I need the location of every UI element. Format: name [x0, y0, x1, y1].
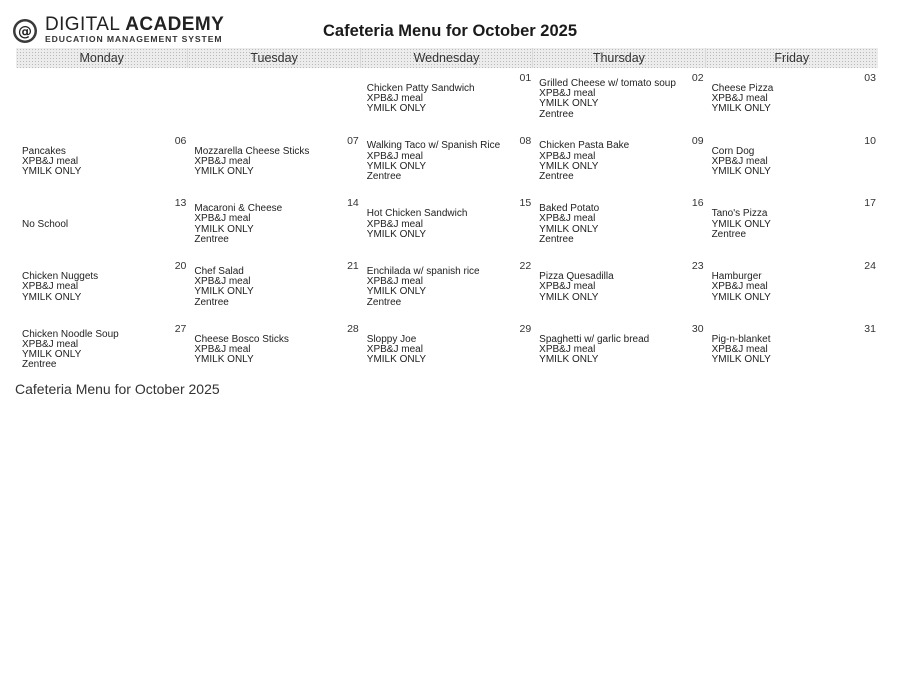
menu-item: XPB&J meal — [366, 343, 423, 355]
date-number: 06 — [174, 134, 187, 147]
menu-item: YMILK ONLY — [366, 354, 427, 366]
menu-item: XPB&J meal — [366, 150, 423, 162]
day-cell-30 — [533, 319, 705, 382]
menu-items — [539, 193, 681, 256]
menu-item: Cheese Pizza — [711, 82, 774, 94]
menu-item: YMILK ONLY — [711, 291, 771, 303]
day-cell-02 — [533, 68, 705, 131]
empty-day-cell — [188, 68, 360, 131]
menu-item: XPB&J meal — [194, 276, 251, 288]
menu-item: XPB&J meal — [366, 276, 423, 288]
menu-item: YMILK ONLY — [194, 166, 254, 178]
menu-item: XPB&J meal — [22, 338, 79, 350]
menu-items — [194, 68, 336, 131]
menu-item: Spaghetti w/ garlic bread — [539, 333, 650, 345]
menu-item: Macaroni & Cheese — [194, 203, 283, 215]
day-cell-20 — [16, 256, 188, 319]
menu-item: YMILK ONLY — [711, 103, 771, 115]
date-number: 07 — [347, 134, 359, 147]
date-number: 21 — [347, 260, 359, 273]
menu-item: XPB&J meal — [711, 343, 768, 355]
day-cell-17 — [706, 193, 878, 256]
day-cell-22 — [361, 256, 533, 319]
menu-item: Pancakes — [22, 145, 66, 157]
menu-item: Pig-n-blanket — [711, 333, 771, 345]
day-cell-03 — [706, 68, 878, 131]
date-number: 23 — [691, 260, 704, 273]
menu-item: Tano's Pizza — [711, 208, 768, 220]
menu-item: Zentree — [366, 296, 402, 308]
day-cell-06 — [16, 131, 188, 194]
menu-items — [539, 68, 681, 131]
menu-item: Walking Taco w/ Spanish Rice — [366, 140, 501, 152]
date-number: 31 — [864, 322, 876, 335]
menu-item: Pizza Quesadilla — [539, 270, 614, 282]
logo-tagline: EDUCATION MANAGEMENT SYSTEM — [45, 34, 223, 44]
menu-item: YMILK ONLY — [194, 286, 254, 298]
menu-items — [712, 256, 854, 319]
weekday-header-row — [16, 48, 878, 68]
menu-item: XPB&J meal — [711, 155, 768, 167]
day-cell-29 — [361, 319, 533, 382]
day-cell-14 — [188, 193, 360, 256]
menu-items — [712, 131, 854, 194]
menu-item: YMILK ONLY — [366, 228, 427, 240]
menu-items — [194, 193, 336, 256]
date-number: 24 — [864, 260, 876, 273]
menu-item: No School — [22, 218, 69, 230]
week-row — [16, 193, 878, 256]
day-header-monday: Monday — [16, 48, 188, 68]
menu-item: XPB&J meal — [366, 93, 423, 105]
menu-item: XPB&J meal — [194, 343, 251, 355]
menu-items — [22, 319, 164, 382]
menu-item: YMILK ONLY — [366, 103, 427, 115]
menu-item: Zentree — [194, 234, 229, 246]
menu-item: Chicken Nuggets — [22, 270, 99, 282]
menu-items — [367, 193, 509, 256]
menu-item: YMILK ONLY — [539, 161, 599, 173]
menu-item: Zentree — [539, 171, 574, 183]
menu-item: XPB&J meal — [539, 213, 596, 225]
day-cell-13 — [16, 193, 188, 256]
page-title: Cafeteria Menu for October 2025 — [323, 22, 577, 40]
date-number: 15 — [519, 197, 532, 210]
menu-item: YMILK ONLY — [194, 354, 254, 366]
footer-title: Cafeteria Menu for October 2025 — [15, 381, 220, 397]
menu-items — [22, 68, 164, 131]
menu-item: YMILK ONLY — [539, 223, 599, 235]
menu-item: YMILK ONLY — [711, 354, 771, 366]
day-header-thursday: Thursday — [533, 48, 705, 68]
menu-item: YMILK ONLY — [22, 291, 82, 303]
menu-item: XPB&J meal — [539, 150, 596, 162]
date-number: 17 — [864, 197, 876, 210]
date-number: 29 — [519, 322, 532, 335]
menu-item: Enchilada w/ spanish rice — [366, 265, 480, 277]
menu-item: Zentree — [194, 296, 229, 308]
date-number: 13 — [174, 197, 187, 210]
date-number: 28 — [347, 322, 359, 335]
menu-item: Chicken Patty Sandwich — [366, 82, 475, 94]
date-number: 02 — [691, 72, 704, 84]
menu-item: Zentree — [711, 228, 747, 240]
menu-calendar-grid — [16, 68, 878, 381]
day-header-tuesday: Tuesday — [188, 48, 360, 68]
menu-item: XPB&J meal — [194, 155, 251, 167]
menu-item: XPB&J meal — [366, 218, 423, 230]
menu-item: Sloppy Joe — [366, 333, 417, 345]
menu-item: Hot Chicken Sandwich — [366, 208, 468, 220]
menu-items — [539, 256, 681, 319]
day-cell-31 — [706, 319, 878, 382]
menu-item: YMILK ONLY — [22, 349, 82, 361]
menu-items — [367, 68, 509, 131]
menu-item: Zentree — [539, 108, 574, 120]
menu-items — [712, 319, 854, 382]
week-row — [16, 256, 878, 319]
menu-item: Chef Salad — [194, 265, 244, 277]
menu-items — [22, 193, 164, 256]
date-number: 10 — [864, 134, 876, 147]
svg-text:@: @ — [18, 24, 32, 40]
menu-item: YMILK ONLY — [194, 223, 254, 235]
day-header-friday: Friday — [706, 48, 878, 68]
menu-item: YMILK ONLY — [711, 218, 771, 230]
day-cell-08 — [361, 131, 533, 194]
menu-item: Grilled Cheese w/ tomato soup — [539, 77, 676, 89]
date-number: 03 — [864, 72, 876, 84]
menu-item: Corn Dog — [711, 145, 755, 157]
day-cell-28 — [188, 319, 360, 382]
logo-wordmark — [45, 16, 224, 34]
date-number: 14 — [347, 197, 359, 210]
menu-items — [367, 131, 509, 194]
logo-text — [45, 16, 224, 45]
menu-items — [194, 256, 336, 319]
menu-item: XPB&J meal — [711, 281, 768, 293]
day-cell-16 — [533, 193, 705, 256]
logo-word-academy: ACADEMY — [125, 14, 225, 35]
menu-item: Hamburger — [711, 270, 762, 282]
day-cell-21 — [188, 256, 360, 319]
menu-items — [194, 319, 336, 382]
menu-item: YMILK ONLY — [366, 161, 427, 173]
week-row — [16, 131, 878, 194]
day-cell-23 — [533, 256, 705, 319]
menu-items — [22, 131, 164, 194]
menu-item: XPB&J meal — [539, 281, 596, 293]
empty-day-cell — [16, 68, 188, 131]
menu-items — [712, 193, 854, 256]
menu-item: XPB&J meal — [22, 155, 79, 167]
week-row — [16, 68, 878, 131]
date-number: 30 — [691, 322, 704, 335]
menu-item: YMILK ONLY — [711, 166, 771, 178]
day-cell-07 — [188, 131, 360, 194]
menu-item: XPB&J meal — [22, 281, 79, 293]
menu-item: Chicken Noodle Soup — [22, 328, 119, 340]
day-cell-15 — [361, 193, 533, 256]
brand-logo — [12, 16, 252, 46]
day-cell-01 — [361, 68, 533, 131]
day-cell-27 — [16, 319, 188, 382]
menu-item: XPB&J meal — [711, 93, 768, 105]
date-number: 08 — [519, 134, 532, 147]
menu-items — [539, 131, 681, 194]
menu-items — [194, 131, 336, 194]
menu-item: YMILK ONLY — [366, 286, 427, 298]
menu-item: Zentree — [366, 171, 402, 183]
menu-item: Mozzarella Cheese Sticks — [194, 145, 310, 157]
menu-items — [712, 68, 854, 131]
menu-item: YMILK ONLY — [539, 291, 599, 303]
menu-item: Baked Potato — [539, 203, 600, 215]
menu-item: YMILK ONLY — [539, 98, 599, 110]
logo-word-digital: DIGITAL — [45, 14, 120, 35]
menu-item: Cheese Bosco Sticks — [194, 333, 289, 345]
day-cell-24 — [706, 256, 878, 319]
menu-items — [539, 319, 681, 382]
day-cell-09 — [533, 131, 705, 194]
date-number: 01 — [519, 72, 532, 84]
menu-item: Zentree — [539, 234, 574, 246]
day-cell-10 — [706, 131, 878, 194]
menu-item: XPB&J meal — [194, 213, 251, 225]
menu-item: Zentree — [22, 359, 57, 371]
date-number: 09 — [691, 134, 704, 147]
at-sign-logo-icon — [12, 18, 38, 44]
menu-item: XPB&J meal — [539, 88, 596, 100]
date-number: 16 — [691, 197, 704, 210]
menu-item: YMILK ONLY — [539, 354, 599, 366]
menu-item: Chicken Pasta Bake — [539, 140, 630, 152]
day-header-wednesday: Wednesday — [361, 48, 533, 68]
date-number: 20 — [174, 260, 187, 273]
menu-items — [22, 256, 164, 319]
date-number: 22 — [519, 260, 532, 273]
menu-item: XPB&J meal — [539, 343, 596, 355]
week-row — [16, 319, 878, 382]
date-number: 27 — [174, 322, 187, 335]
menu-items — [367, 256, 509, 319]
menu-items — [367, 319, 509, 382]
menu-item: YMILK ONLY — [22, 166, 82, 178]
